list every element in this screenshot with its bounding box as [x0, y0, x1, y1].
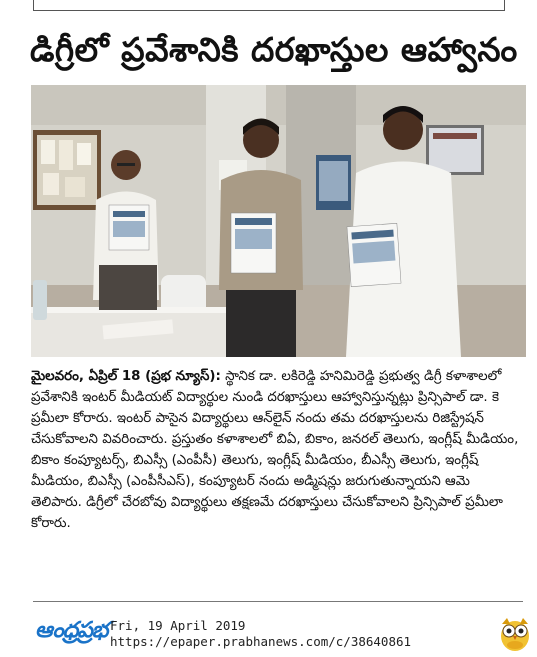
headline: డిగ్రీలో ప్రవేశానికి దరఖాస్తుల ఆహ్వానం	[30, 30, 518, 69]
owl-icon	[498, 614, 532, 652]
footer-divider	[33, 601, 523, 602]
article-dateline: మైలవరం, ఏప్రిల్ 18 (ప్రభ న్యూస్):	[31, 369, 221, 384]
epaper-url[interactable]: https://epaper.prabhanews.com/c/38640861	[110, 634, 412, 649]
publisher-logo: ఆంధ్రప్రభ	[35, 618, 108, 643]
top-border	[33, 0, 505, 11]
news-photo	[31, 85, 526, 357]
page-footer	[0, 612, 537, 657]
footer-meta	[110, 618, 411, 650]
publication-date: Fri, 19 April 2019	[110, 618, 246, 633]
article-body	[31, 366, 521, 534]
article-text: స్థానిక డా. లకిరెడ్డి హనిమిరెడ్డి ప్రభుత్వ డిగ్రీ కళాశాలలో ప్రవేశానికి ఇంటర్ మీడియట్ విద్యార్థుల నుండి దరఖాస్తులు ఆహ్వానిస్తున్నట్లు ప్రిన్సిపాల్ డా. కె ప్రమీలా కోరారు. ఇంటర్ పాసైన విద్యార్థులు ఆన్‌లైన్ నందు తమ దరఖాస్తులను రిజిస్ట్రేషన్ చేసుకోవాలని వివరించారు. ప్రస్తుతం కళాశాలలో బిఏ, బికాం, జనరల్ తెలుగు, ఇంగ్లీష్ మీడియం, బికాం కంప్యూటర్స్, బిఎస్సీ (ఎంపీసీ) తెలుగు, ఇంగ్లీష్ మీడియం, బీఎస్సీ తెలుగు, ఇంగ్లీష్ మీడియం, బిఎస్సీ (ఎంపీసీఎస్), కంప్యూటర్ నందు అడ్మిషన్లు జరుగుతున్నాయని ఆమె తెలిపారు. డిగ్రీలో చేరబోవు విద్యార్థులు తక్షణమే దరఖాస్తులు చేసుకోవాలని ప్రిన్సిపాల్ ప్రమీలా కోరారు.	[31, 369, 519, 531]
